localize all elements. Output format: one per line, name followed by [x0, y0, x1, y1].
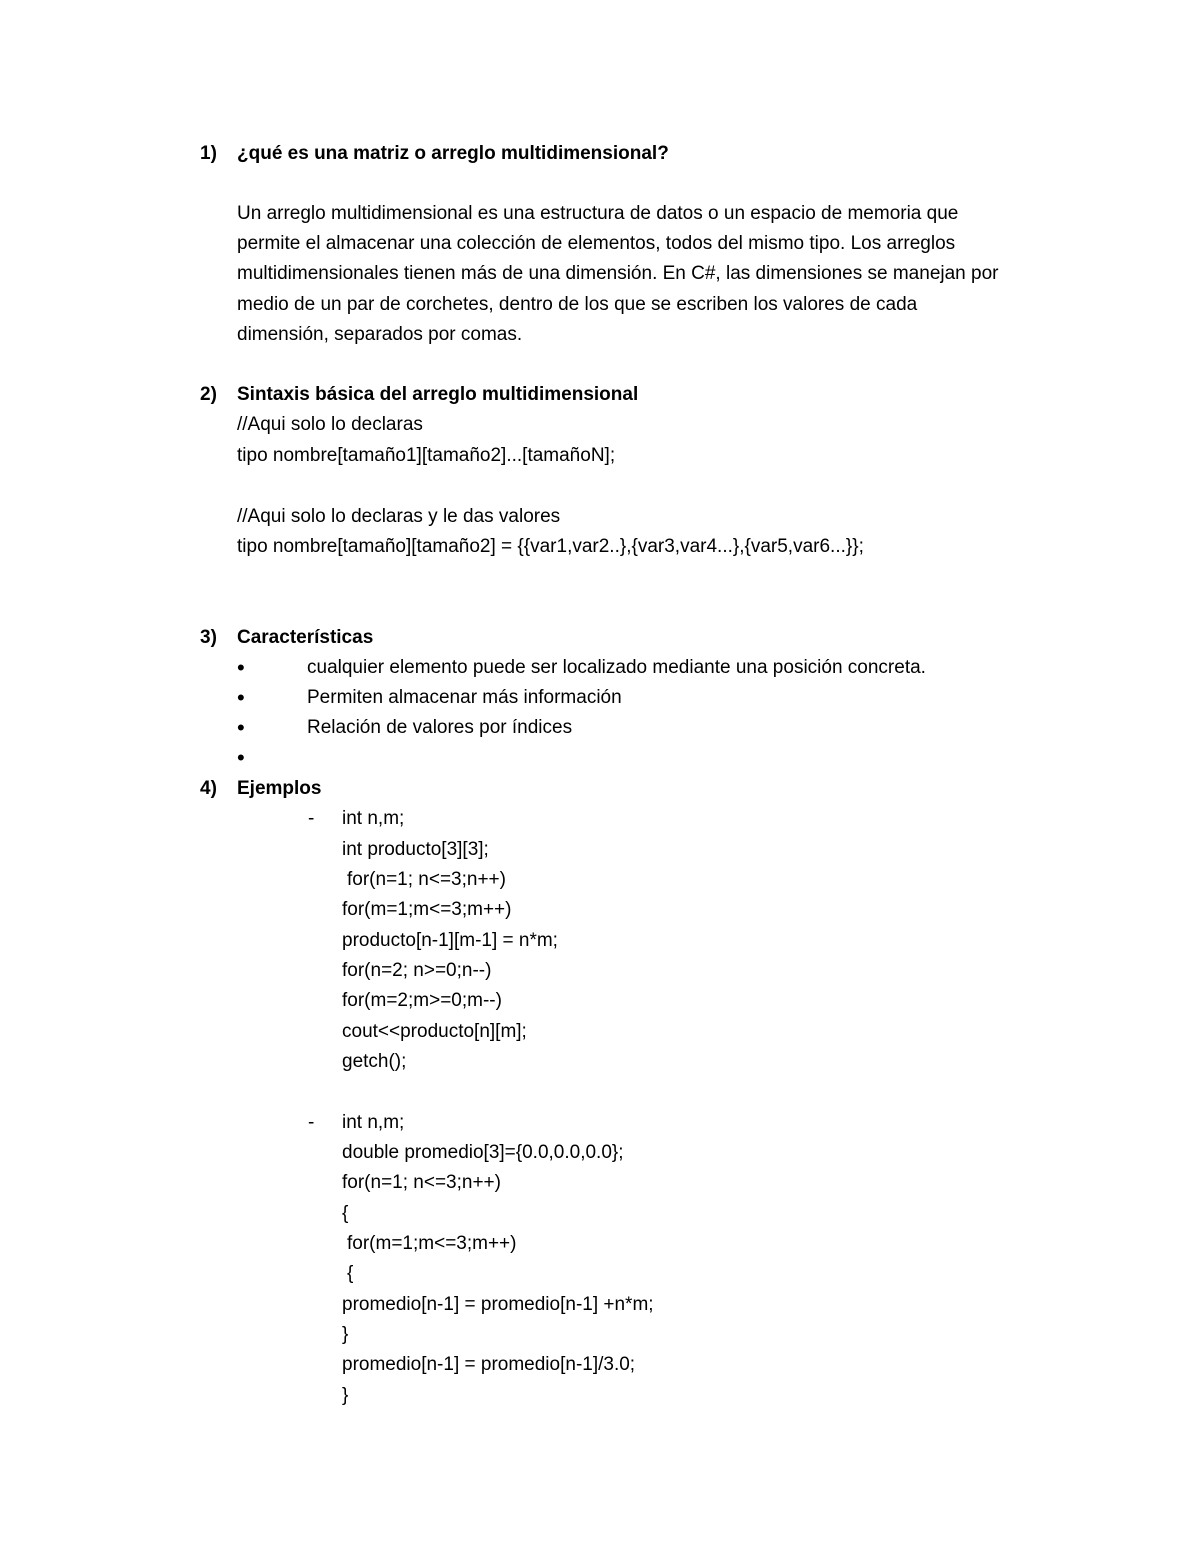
code-line: cout<<producto[n][m]; [342, 1021, 527, 1042]
code-line: for(n=1; n<=3;n++) [347, 869, 506, 890]
section-4-number: 4) [200, 778, 217, 799]
code-line: for(m=1;m<=3;m++) [342, 899, 512, 920]
section-2-heading: Sintaxis básica del arreglo multidimensional [237, 384, 639, 405]
code-line: } [342, 1324, 349, 1345]
code-line: for(n=2; n>=0;n--) [342, 960, 492, 981]
syntax-comment: //Aqui solo lo declaras [237, 414, 423, 435]
paragraph-line: medio de un par de corchetes, dentro de los que se escriben los valores de cada [237, 294, 918, 315]
code-line: promedio[n-1] = promedio[n-1] +n*m; [342, 1294, 654, 1315]
code-line: producto[n-1][m-1] = n*m; [342, 930, 558, 951]
code-line: { [347, 1263, 354, 1284]
bullet-icon: • [237, 685, 245, 710]
bullet-icon: • [237, 655, 245, 680]
section-1-heading: ¿qué es una matriz o arreglo multidimensional? [237, 143, 669, 164]
bullet-icon: • [237, 715, 245, 740]
code-line: promedio[n-1] = promedio[n-1]/3.0; [342, 1354, 636, 1375]
syntax-line: tipo nombre[tamaño1][tamaño2]...[tamañoN]; [237, 445, 616, 466]
code-line: int n,m; [342, 1112, 405, 1133]
syntax-comment: //Aqui solo lo declaras y le das valores [237, 506, 561, 527]
section-3-number: 3) [200, 627, 217, 648]
code-line: double promedio[3]={0.0,0.0,0.0}; [342, 1142, 624, 1163]
code-line: for(m=2;m>=0;m--) [342, 990, 502, 1011]
code-line: getch(); [342, 1051, 407, 1072]
paragraph-line: permite el almacenar una colección de elementos, todos del mismo tipo. Los arreglos [237, 233, 956, 254]
paragraph-line: multidimensionales tienen más de una dimensión. En C#, las dimensiones se manejan por [237, 263, 999, 284]
paragraph-line: dimensión, separados por comas. [237, 324, 523, 345]
dash-marker: - [308, 808, 315, 829]
code-line: for(m=1;m<=3;m++) [347, 1233, 517, 1254]
section-2-number: 2) [200, 384, 217, 405]
list-item: Permiten almacenar más información [307, 687, 622, 708]
section-3-heading: Características [237, 627, 374, 648]
dash-marker: - [308, 1112, 315, 1133]
code-line: { [342, 1203, 349, 1224]
paragraph-line: Un arreglo multidimensional es una estructura de datos o un espacio de memoria que [237, 203, 959, 224]
bullet-icon: • [237, 745, 245, 770]
code-line: for(n=1; n<=3;n++) [342, 1172, 501, 1193]
section-4-heading: Ejemplos [237, 778, 322, 799]
list-item: cualquier elemento puede ser localizado mediante una posición concreta. [307, 657, 926, 678]
code-line: int producto[3][3]; [342, 839, 489, 860]
list-item: Relación de valores por índices [307, 717, 573, 738]
section-1-number: 1) [200, 143, 217, 164]
syntax-line: tipo nombre[tamaño][tamaño2] = {{var1,var2..},{var3,var4...},{var5,var6...}}; [237, 536, 864, 557]
code-line: } [342, 1385, 349, 1406]
code-line: int n,m; [342, 808, 405, 829]
